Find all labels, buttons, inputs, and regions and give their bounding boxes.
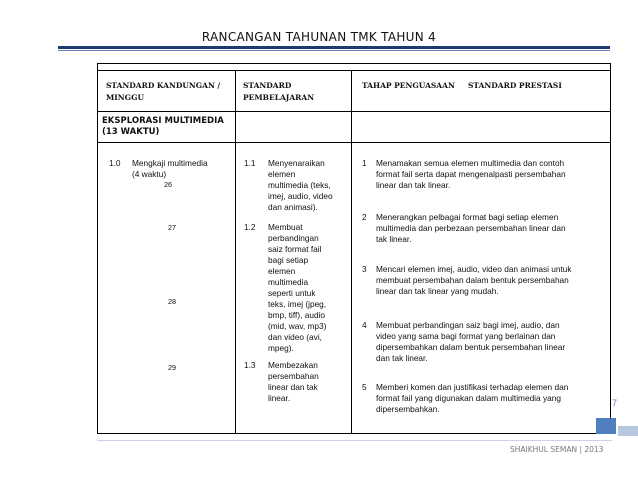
header-kandungan: STANDARD KANDUNGAN / MINGGU: [106, 81, 221, 102]
header-pembelajaran: STANDARD PEMBELAJARAN: [243, 81, 315, 102]
corner-decoration-light: [618, 426, 638, 436]
prestasi-description: Memberi komen dan justifikasi terhadap elemen dan format fail yang digunakan dalam multimedia yang dipersembahkan.: [376, 382, 569, 414]
pembelajaran-code: 1.2: [244, 222, 256, 232]
week-number: 26: [164, 180, 172, 189]
table-top-gap-line: [98, 70, 610, 71]
prestasi-description: Menamakan semua elemen multimedia dan contoh format fail serta dapat mengenalpasti persembahan linear dan tak linear.: [376, 158, 566, 190]
week-number: 27: [168, 223, 176, 232]
corner-decoration: [596, 418, 616, 434]
prestasi-level: 4: [362, 320, 367, 330]
pembelajaran-code: 1.3: [244, 360, 256, 370]
prestasi-level: 5: [362, 382, 367, 392]
section-bottom-line: [98, 142, 610, 143]
title-underline-thin: [58, 50, 610, 51]
footer-divider: [97, 440, 612, 441]
week-number: 29: [168, 363, 176, 372]
kandungan-text: Mengkaji multimedia (4 waktu): [132, 158, 208, 179]
prestasi-description: Menerangkan pelbagai format bagi setiap elemen multimedia dan perbezaan persembahan linear dan tak linear.: [376, 212, 566, 244]
prestasi-description: Mencari elemen imej, audio, video dan animasi untuk membuat persembahan dalam bentuk persembahan linear dan tak linear yang mudah.: [376, 264, 572, 296]
pembelajaran-item: Membezakan persembahan linear dan tak linear.: [268, 360, 319, 403]
prestasi-level: 1: [362, 158, 367, 168]
prestasi-level: 2: [362, 212, 367, 222]
kandungan-code: 1.0: [109, 158, 121, 168]
footer-author: SHAIKHUL SEMAN | 2013: [510, 445, 604, 454]
col-divider-2: [351, 70, 352, 433]
title-underline: [58, 46, 610, 49]
prestasi-level: 3: [362, 264, 367, 274]
prestasi-description: Membuat perbandingan saiz bagi imej, audio, dan video yang sama bagi format yang berlainan dan dipersembahkan dalam bentuk persembahan linear dan tak linear.: [376, 320, 566, 363]
header-standard-prestasi: STANDARD PRESTASI: [468, 81, 562, 90]
page-title: RANCANGAN TAHUNAN TMK TAHUN 4: [201, 30, 437, 44]
page-number: 7: [612, 398, 618, 408]
header-bottom-line: [98, 111, 610, 112]
pembelajaran-code: 1.1: [244, 158, 256, 168]
col-divider-1: [235, 70, 236, 433]
header-tahap-penguasaan: TAHAP PENGUASAAN: [362, 81, 455, 90]
pembelajaran-item: Menyenaraikan elemen multimedia (teks, imej, audio, video dan animasi).: [268, 158, 333, 212]
week-number: 28: [168, 297, 176, 306]
section-title: EKSPLORASI MULTIMEDIA (13 WAKTU): [102, 116, 224, 137]
pembelajaran-item: Membuat perbandingan saiz format fail bagi setiap elemen multimedia seperti untuk teks, imej (jpeg, bmp, tiff), audio (mid, wav, mp3) dan video (avi, mpeg).: [268, 222, 327, 353]
plan-table: [97, 63, 611, 434]
